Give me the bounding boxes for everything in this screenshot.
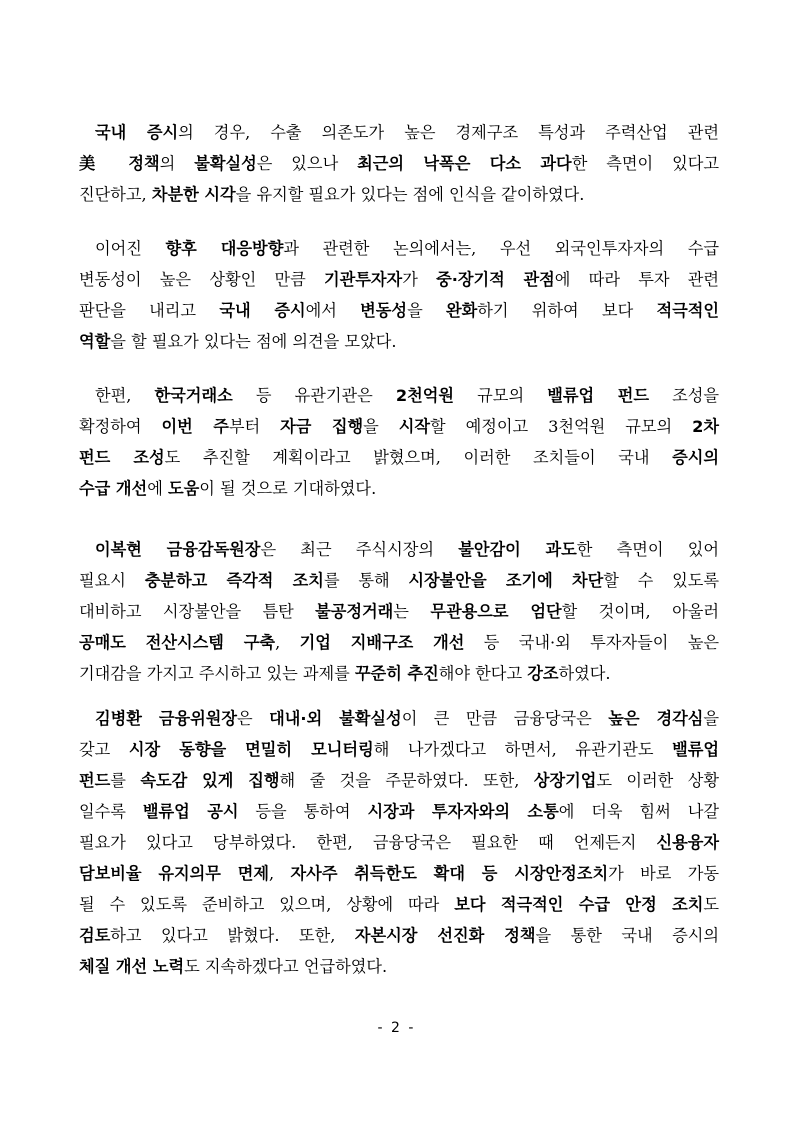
bold-text-segment: 펀드: [79, 771, 111, 790]
text-segment: 도 이러한 상황: [596, 771, 719, 790]
text-segment: 에서: [305, 301, 361, 320]
bold-text-segment: 자금 집행: [280, 417, 364, 436]
text-segment: 는: [393, 602, 431, 621]
bold-text-segment: 2차: [692, 417, 720, 436]
text-segment: 를: [110, 771, 141, 790]
bold-text-segment: 속도감 있게 집행: [140, 771, 280, 790]
bold-text-segment: 신용융자: [656, 833, 719, 852]
text-segment: 진단하고,: [79, 185, 152, 204]
bold-text-segment: 기업 지배구조 개선: [299, 633, 465, 652]
text-segment: 등 국내·외 투자자들이 높은: [464, 633, 719, 652]
text-line: [79, 858, 719, 889]
text-line: [79, 951, 719, 982]
text-segment: 등을 통하여: [238, 802, 368, 821]
text-segment: 의 경우, 수출 의존도가 높은 경제구조 특성과 주력산업 관련: [178, 123, 720, 142]
bold-text-segment: 이복현 금융감독원장: [95, 540, 261, 559]
text-segment: 은 최근 주식시장의: [260, 540, 459, 559]
text-segment: 될 수 있도록 준비하고 있으며, 상황에 따라: [79, 895, 455, 914]
text-line: [79, 179, 719, 210]
bold-text-segment: 변동성: [360, 301, 408, 320]
bold-text-segment: 검토: [79, 926, 111, 945]
text-segment: 한편,: [95, 386, 155, 405]
text-segment: 에: [147, 479, 168, 498]
text-segment: 변동성이 높은 상황인 만큼: [79, 270, 324, 289]
bold-text-segment: 이번 주: [161, 417, 229, 436]
text-segment: ,: [269, 864, 291, 883]
text-segment: 규모의: [454, 386, 548, 405]
bold-text-segment: 국내 증시: [219, 301, 306, 320]
bold-text-segment: 2천억원: [395, 386, 455, 405]
paragraph-fss-governor: [79, 534, 719, 689]
text-line: [79, 233, 719, 264]
bold-text-segment: 국내 증시: [95, 123, 179, 142]
bold-text-segment: 밸류업: [672, 740, 719, 759]
bold-text-segment: 높은 경각심: [608, 709, 704, 728]
text-line: [79, 473, 719, 504]
text-line: [79, 734, 719, 765]
text-segment: 해 나가겠다고 하면서, 유관기관도: [373, 740, 673, 759]
text-segment: 이 큰 만큼 금융당국은: [401, 709, 609, 728]
text-segment: 해야 한다고: [438, 664, 528, 683]
text-line: [79, 889, 719, 920]
text-segment: 과 관련한 논의에서는, 우선 외국인투자자의 수급: [283, 239, 719, 258]
text-line: [79, 827, 719, 858]
text-segment: 확정하여: [79, 417, 162, 436]
text-segment: 갖고: [79, 740, 129, 759]
text-line: [79, 534, 719, 565]
bold-text-segment: 기관투자자: [324, 270, 403, 289]
text-segment: 을: [703, 709, 719, 728]
text-segment: 가 바로 가동: [608, 864, 719, 883]
bold-text-segment: 수급 개선: [79, 479, 148, 498]
bold-text-segment: 자사주 취득한도 확대 등 시장안정조치: [290, 864, 609, 883]
bold-text-segment: 펀드 조성: [79, 448, 165, 467]
bold-text-segment: 한국거래소: [154, 386, 233, 405]
text-segment: 을: [407, 301, 446, 320]
text-segment: 할 예정이고 3천억원 규모의: [429, 417, 693, 436]
text-segment: 을 통한 국내 증시의: [535, 926, 719, 945]
text-line: [79, 765, 719, 796]
text-line: [79, 442, 719, 473]
paragraph-response-direction: [79, 233, 719, 357]
bold-text-segment: 증시의: [672, 448, 719, 467]
text-segment: 하였다.: [558, 664, 611, 683]
bold-text-segment: 차분한 시각: [151, 185, 236, 204]
bold-text-segment: 시장과 투자자와의 소통: [367, 802, 559, 821]
paragraph-fsc-chairman: [79, 703, 719, 982]
text-line: [79, 264, 719, 295]
bold-text-segment: 김병환 금융위원장: [95, 709, 238, 728]
bold-text-segment: 체질 개선 노력: [79, 957, 185, 976]
text-segment: 이어진: [95, 239, 166, 258]
text-line: [79, 411, 719, 442]
text-line: [79, 703, 719, 734]
text-segment: 하고 있다고 밝혔다. 또한,: [110, 926, 355, 945]
text-segment: 도: [703, 895, 720, 914]
text-line: [79, 920, 719, 951]
page-number: - 2 -: [377, 1020, 416, 1036]
text-segment: 할 것이며, 아울러: [561, 602, 719, 621]
text-segment: 부터: [228, 417, 281, 436]
text-line: [79, 295, 719, 326]
bold-text-segment: 완화: [445, 301, 478, 320]
bold-text-segment: 대내·외 불확실성: [269, 709, 402, 728]
bold-text-segment: 자본시장 선진화 정책: [354, 926, 536, 945]
bold-text-segment: 불안감이 과도: [458, 540, 577, 559]
text-segment: 에 더욱 힘써 나갈: [558, 802, 719, 821]
bold-text-segment: 적극적인: [656, 301, 720, 320]
text-line: [79, 596, 719, 627]
text-segment: 한 측면이 있다고: [571, 154, 719, 173]
bold-text-segment: 충분하고 즉각적 조치: [144, 571, 324, 590]
bold-text-segment: 美 정책: [79, 154, 160, 173]
bold-text-segment: 최근의 낙폭은 다소 과다: [357, 154, 572, 173]
bold-text-segment: 향후 대응방향: [165, 239, 284, 258]
bold-text-segment: 꾸준히 추진: [354, 664, 439, 683]
text-line: [79, 658, 719, 689]
text-line: [79, 380, 719, 411]
bold-text-segment: 시작: [398, 417, 430, 436]
text-segment: 을 할 필요가 있다는 점에 의견을 모았다.: [110, 332, 397, 351]
text-segment: 등 유관기관은: [232, 386, 396, 405]
text-segment: 을 유지할 필요가 있다는 점에 인식을 같이하였다.: [235, 185, 585, 204]
text-line: [79, 117, 719, 148]
bold-text-segment: 밸류업 공시: [142, 802, 239, 821]
bold-text-segment: 시장불안을 조기에 차단: [408, 571, 604, 590]
text-segment: ,: [275, 633, 300, 652]
text-segment: 일수록: [79, 802, 143, 821]
bold-text-segment: 상장기업: [533, 771, 597, 790]
bold-text-segment: 보다 적극적인 수급 안정 조치: [454, 895, 704, 914]
text-segment: 이 될 것으로 기대하였다.: [199, 479, 377, 498]
text-segment: 을: [363, 417, 399, 436]
bold-text-segment: 도움: [167, 479, 200, 498]
text-line: [79, 148, 719, 179]
text-segment: 를 통해: [323, 571, 409, 590]
bold-text-segment: 무관용으로 엄단: [430, 602, 562, 621]
bold-text-segment: 강조: [527, 664, 559, 683]
text-segment: 하기 위하여 보다: [477, 301, 657, 320]
text-line: [79, 796, 719, 827]
text-segment: 할 수 있도록: [603, 571, 719, 590]
text-line: [79, 326, 719, 357]
text-segment: 조성을: [648, 386, 720, 405]
text-segment: 대비하고 시장불안을 틈탄: [79, 602, 316, 621]
paragraph-value-up-fund: [79, 380, 719, 504]
bold-text-segment: 불확실성: [194, 154, 257, 173]
text-segment: 기대감을 가지고 주시하고 있는 과제를: [79, 664, 355, 683]
bold-text-segment: 밸류업 펀드: [547, 386, 649, 405]
text-segment: 한 측면이 있어: [576, 540, 719, 559]
text-segment: 도 추진할 계획이라고 밝혔으며, 이러한 조치들이 국내: [164, 448, 673, 467]
text-segment: 판단을 내리고: [79, 301, 220, 320]
text-line: [79, 627, 719, 658]
bold-text-segment: 역할: [79, 332, 111, 351]
bold-text-segment: 공매도 전산시스템 구축: [79, 633, 276, 652]
paragraph-domestic-market: [79, 117, 719, 210]
bold-text-segment: 담보비율 유지의무 면제: [79, 864, 270, 883]
text-segment: 필요가 있다고 당부하였다. 한편, 금융당국은 필요한 때 언제든지: [79, 833, 657, 852]
text-segment: 해 줄 것을 주문하였다. 또한,: [279, 771, 534, 790]
bold-text-segment: 시장 동향을 면밀히 모니터링: [128, 740, 374, 759]
text-segment: 에 따라 투자 관련: [554, 270, 719, 289]
text-segment: 의: [159, 154, 195, 173]
text-line: [79, 565, 719, 596]
text-segment: 은: [237, 709, 270, 728]
text-segment: 도 지속하겠다고 언급하였다.: [184, 957, 388, 976]
text-segment: 필요시: [79, 571, 145, 590]
text-segment: 은 있으나: [256, 154, 358, 173]
bold-text-segment: 불공정거래: [315, 602, 394, 621]
text-segment: 가: [402, 270, 437, 289]
bold-text-segment: 중·장기적 관점: [436, 270, 555, 289]
